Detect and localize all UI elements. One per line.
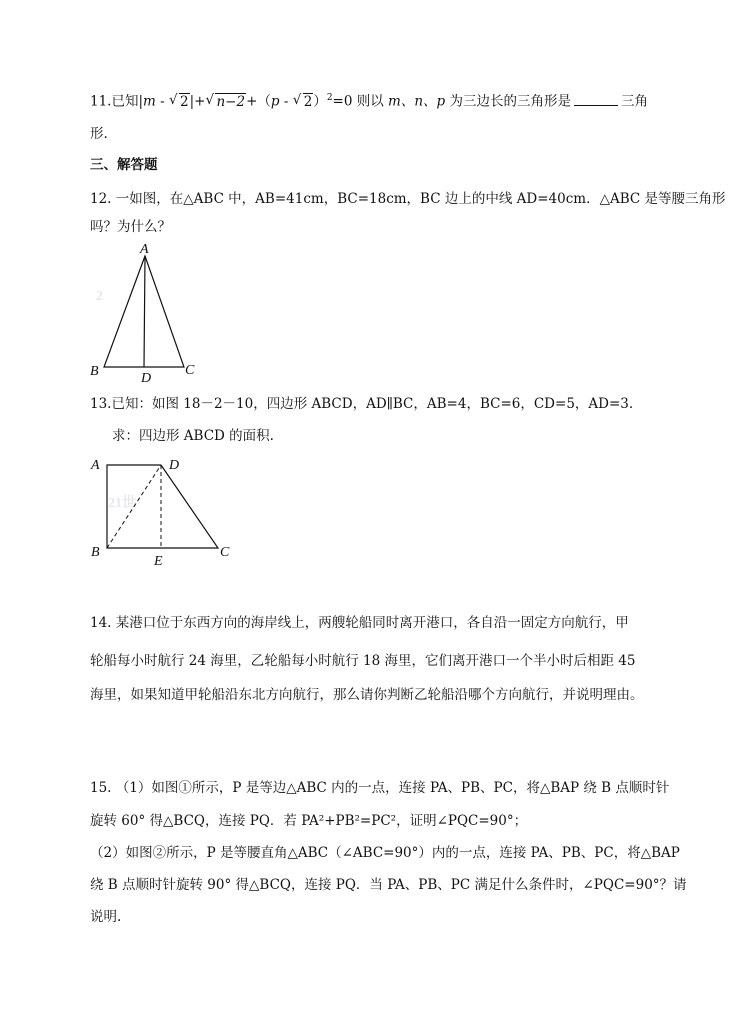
sqrt-2-a: √ 2: [169, 91, 189, 110]
sqrt-n-minus-2: √ n−2: [205, 91, 246, 110]
q15-line4: 绕 B 点顺时针旋转 90° 得△BCQ，连接 PQ．当 PA、PB、PC 满足什么条件时，∠PQC=90°？请: [90, 877, 687, 893]
q13-line2: 求：四边形 ABCD 的面积.: [112, 428, 274, 444]
answer-blank[interactable]: [574, 91, 618, 106]
sqrt-2-b: √ 2: [292, 91, 313, 110]
vars-mnp: m、n、p: [388, 93, 446, 110]
q15-line5: 说明.: [90, 909, 122, 925]
q14-line1: 14. 某港口位于东西方向的海岸线上，两艘轮船同时离开港口，各自沿一固定方向航行，甲: [90, 615, 629, 631]
median-ad: [144, 256, 145, 367]
label-a: A: [140, 242, 149, 257]
q11-line1: 11.已知|m - √ 2|+ √ n−2+（p - √ 2）$^2$=0 则以 m、n、p 为三边长的三角形是 三角: [90, 91, 648, 110]
q13-line1: 13.已知：如图 18－2－10，四边形 ABCD，AD∥BC，AB=4，BC=6，CD=5，AD=3.: [90, 396, 634, 412]
label-d2: D: [169, 458, 180, 473]
q15-line1: 15. （1）如图①所示，P 是等边△ABC 内的一点，连接 PA、PB、PC，将△BAP 绕 B 点顺时针: [90, 780, 670, 796]
q12-line2: 吗？为什么？: [90, 219, 171, 235]
q11-number: 11.: [90, 93, 112, 110]
figure-watermark: 2: [96, 289, 103, 304]
q15-line3: （2）如图②所示，P 是等腰直角△ABC（∠ABC=90°）内的一点，连接 PA、PB、PC，将△BAP: [90, 845, 680, 861]
section-heading: 三、解答题: [90, 157, 158, 173]
label-b: B: [90, 364, 99, 379]
q12-line1: 12. 一如图，在△ABC 中，AB=41cm，BC=18cm，BC 边上的中线 AD=40cm．△ABC 是等腰三角形: [90, 191, 726, 207]
figure-watermark-2: 21世: [108, 496, 136, 511]
var-m: m: [143, 93, 156, 110]
q15-line2: 旋转 60° 得△BCQ，连接 PQ．若 PA²+PB²=PC²，证明∠PQC=90°；: [90, 813, 528, 829]
label-c2: C: [220, 545, 230, 560]
label-a2: A: [91, 458, 100, 473]
label-c: C: [185, 363, 195, 378]
label-d: D: [141, 371, 152, 385]
q14-line3: 海里，如果知道甲轮船沿东北方向航行，那么请你判断乙轮船沿哪个方向航行，并说明理由。: [90, 687, 644, 703]
label-b2: B: [91, 545, 100, 560]
label-e2: E: [154, 554, 163, 569]
var-p: p: [270, 93, 280, 110]
q11-line2: 形.: [90, 126, 108, 142]
q14-line2: 轮船每小时航行 24 海里，乙轮船每小时航行 18 海里，它们离开港口一个半小时后相距 45: [90, 653, 636, 669]
triangle-figure: [88, 240, 208, 385]
quadrilateral-figure: [88, 452, 238, 572]
